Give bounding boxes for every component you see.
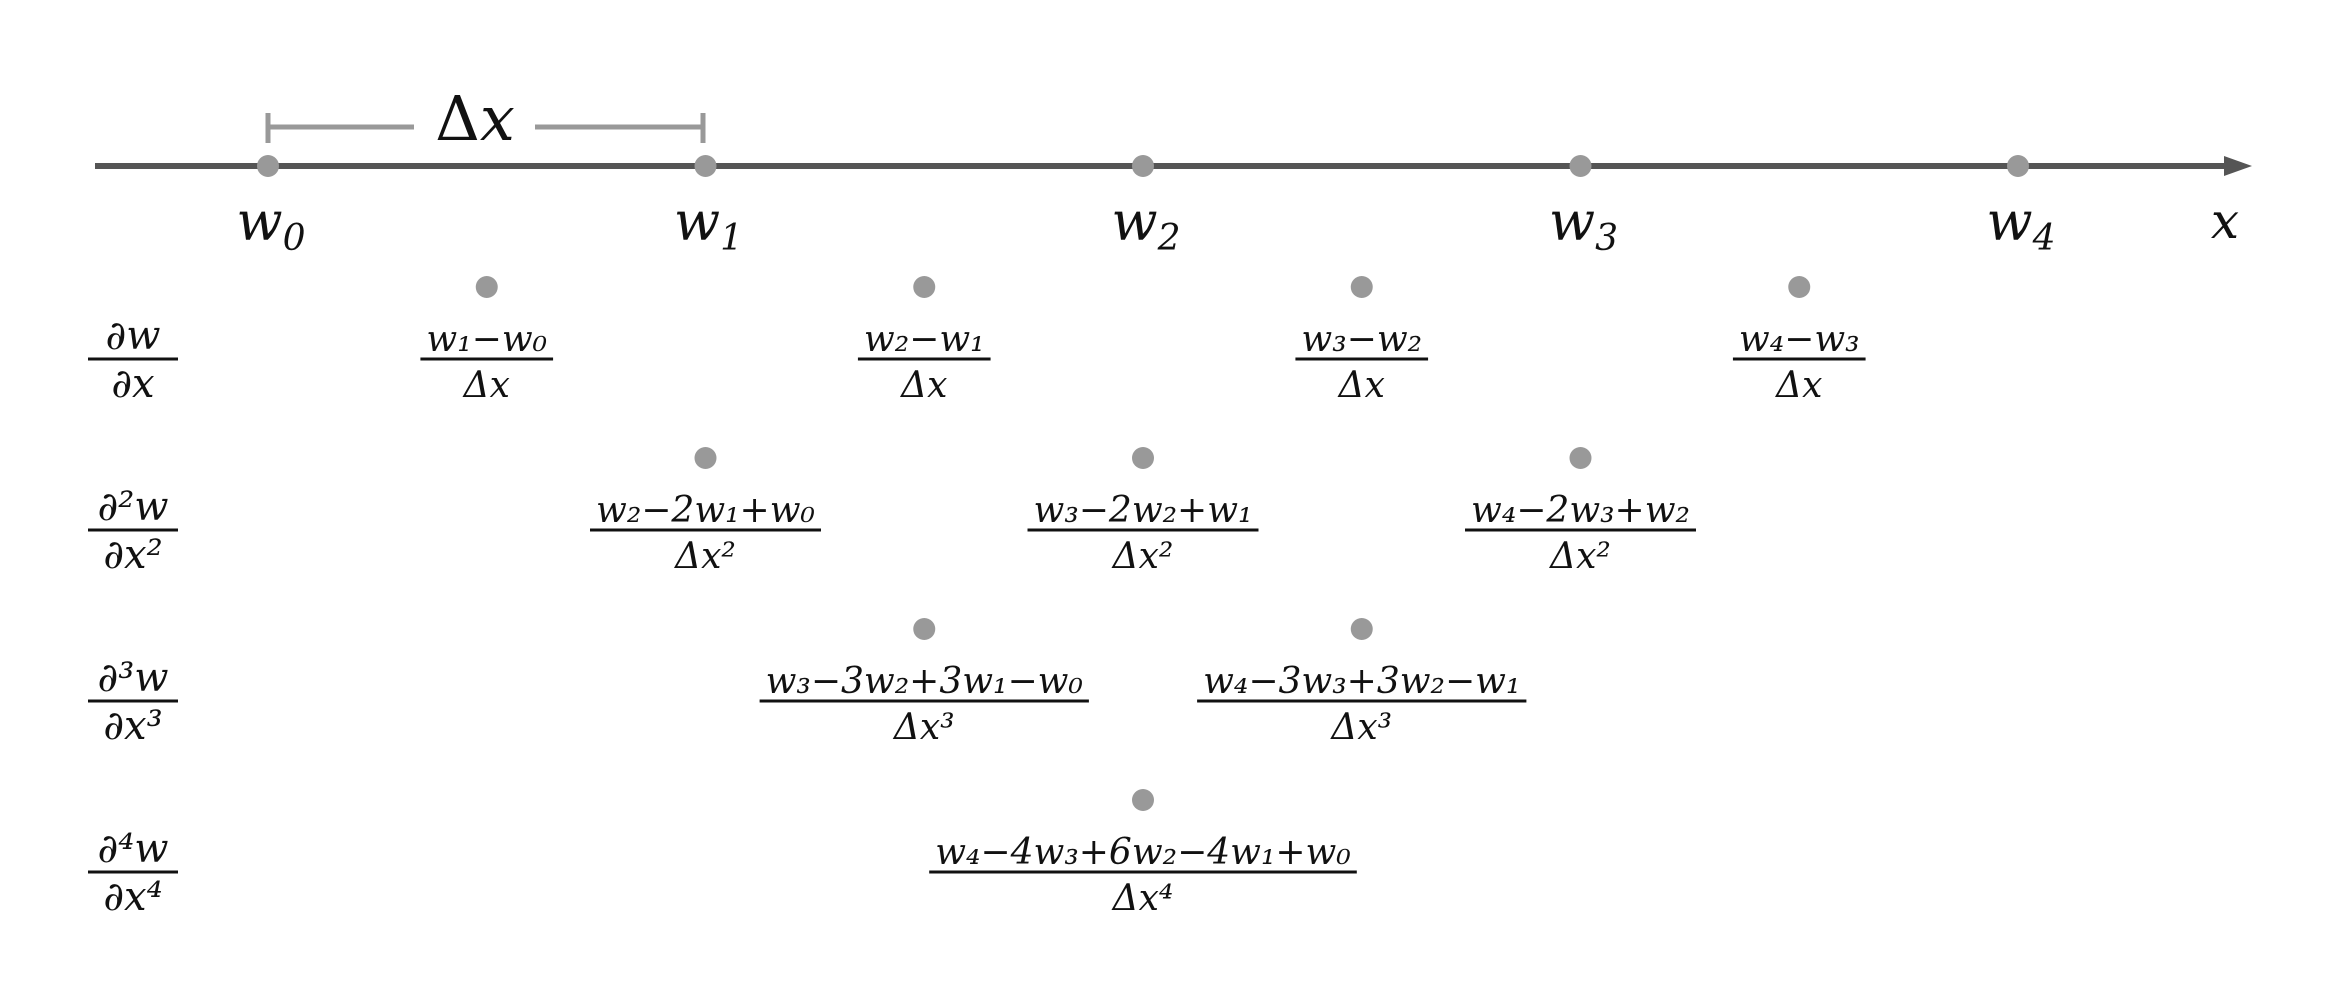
delta-x-spacing-indicator — [268, 82, 703, 155]
stencil-denominator: Δx — [1776, 365, 1823, 406]
x-axis-arrowhead — [2224, 156, 2252, 176]
stencil-denominator: Δx⁴ — [1112, 878, 1174, 919]
grid-point-label-0: w0 — [236, 190, 306, 259]
stencil-order-1-1 — [858, 276, 991, 406]
stencil-point — [1351, 618, 1373, 640]
derivative-label-order-2 — [88, 484, 178, 578]
stencil-point — [1132, 447, 1154, 469]
stencil-numerator: w₃−2w₂+w₁ — [1033, 490, 1253, 531]
grid-point-label-4: w4 — [1986, 190, 2056, 259]
stencil-denominator: Δx — [1338, 365, 1385, 406]
stencil-point — [1570, 447, 1592, 469]
stencil-numerator: w₂−2w₁+w₀ — [596, 490, 815, 531]
derivative-label-numerator: ∂²w — [97, 484, 169, 530]
grid-point-label-1: w1 — [673, 190, 744, 259]
stencil-denominator: Δx³ — [893, 707, 955, 748]
stencil-numerator: w₄−4w₃+6w₂−4w₁+w₀ — [935, 832, 1351, 873]
stencil-point — [913, 276, 935, 298]
stencil-point — [476, 276, 498, 298]
stencil-point — [1351, 276, 1373, 298]
stencil-order-1-0 — [420, 276, 553, 406]
stencil-denominator: Δx — [463, 365, 510, 406]
stencil-point — [1788, 276, 1810, 298]
stencil-order-2-0 — [590, 447, 821, 577]
stencil-order-4-0 — [929, 789, 1357, 919]
derivative-label-denominator: ∂x⁴ — [103, 874, 163, 920]
grid-points-layer — [236, 155, 2055, 259]
grid-point-1 — [695, 155, 717, 177]
derivative-rows-layer — [88, 276, 1866, 920]
grid-point-0 — [257, 155, 279, 177]
grid-point-3 — [1570, 155, 1592, 177]
stencil-numerator: w₄−2w₃+w₂ — [1471, 490, 1690, 531]
stencil-order-3-0 — [760, 618, 1089, 748]
stencil-denominator: Δx² — [675, 536, 736, 577]
stencil-denominator: Δx² — [1550, 536, 1611, 577]
stencil-order-3-1 — [1197, 618, 1526, 748]
grid-point-label-2: w2 — [1111, 190, 1181, 259]
derivative-label-denominator: ∂x — [111, 361, 155, 407]
stencil-numerator: w₄−w₃ — [1738, 319, 1860, 360]
derivative-label-numerator: ∂⁴w — [97, 826, 169, 872]
grid-point-4 — [2007, 155, 2029, 177]
stencil-order-2-2 — [1465, 447, 1696, 577]
derivative-label-denominator: ∂x³ — [103, 703, 163, 749]
derivative-label-order-4 — [88, 826, 178, 920]
stencil-numerator: w₃−3w₂+3w₁−w₀ — [765, 661, 1083, 702]
derivative-label-numerator: ∂³w — [97, 655, 169, 701]
grid-point-2 — [1132, 155, 1154, 177]
delta-x-label: Δx — [435, 82, 515, 155]
stencil-numerator: w₃−w₂ — [1301, 319, 1423, 360]
stencil-numerator: w₄−3w₃+3w₂−w₁ — [1203, 661, 1521, 702]
derivative-label-order-1 — [88, 313, 178, 407]
x-axis-label: x — [2210, 192, 2240, 250]
grid-point-label-3: w3 — [1548, 190, 1619, 259]
stencil-order-1-3 — [1733, 276, 1866, 406]
stencil-point — [695, 447, 717, 469]
stencil-numerator: w₁−w₀ — [426, 319, 548, 360]
derivative-label-denominator: ∂x² — [103, 532, 163, 578]
stencil-order-2-1 — [1028, 447, 1259, 577]
derivative-label-numerator: ∂w — [105, 313, 161, 359]
stencil-numerator: w₂−w₁ — [863, 319, 985, 360]
stencil-order-1-2 — [1295, 276, 1428, 406]
stencil-denominator: Δx — [901, 365, 948, 406]
stencil-denominator: Δx³ — [1331, 707, 1393, 748]
stencil-point — [1132, 789, 1154, 811]
derivative-label-order-3 — [88, 655, 178, 749]
stencil-point — [913, 618, 935, 640]
stencil-denominator: Δx² — [1112, 536, 1174, 577]
